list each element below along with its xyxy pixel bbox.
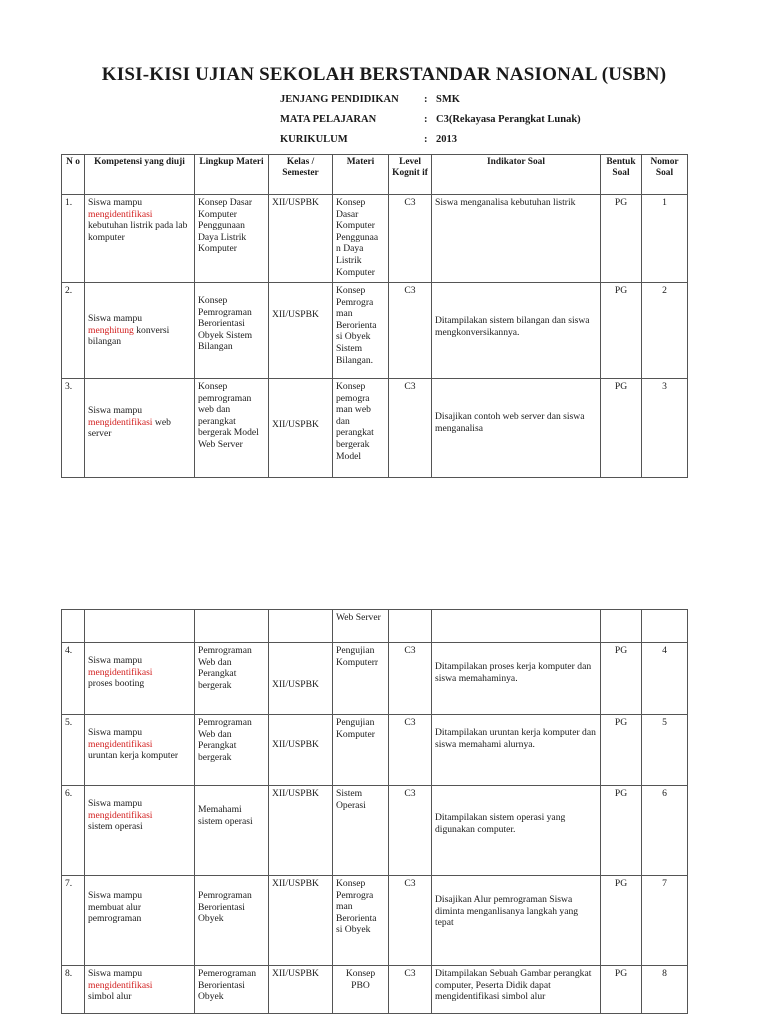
cell-no: 7. [62,876,85,966]
lingkup-text: Konsep Pemrograman Berorientasi Obyek Sistem Bilangan [198,295,253,353]
kompetensi-verb: mengidentifikasi [88,416,153,428]
cell-lingkup [195,283,269,379]
cell-level: C3 [389,876,432,966]
cell-kompetensi [85,966,195,1014]
indikator-text: Ditampilakan proses kerja komputer dan siswa memahaminya. [435,661,592,684]
cell-indikator [432,643,601,715]
cell-no: 1. [62,195,85,283]
cell-kompetensi [85,283,195,379]
cell-bentuk: PG [601,195,642,283]
cell-indikator [432,876,601,966]
cell-nomor: 7 [642,876,688,966]
cell-bentuk: PG [601,715,642,786]
cell-materi: Konsep PBO [333,966,389,1014]
cell-bentuk: PG [601,283,642,379]
table-row [62,643,688,715]
header-bentuk: Bentuk Soal [601,155,642,195]
meta-separator: : [424,134,428,145]
kompetensi-verb: mengidentifikasi [88,809,153,821]
cell-kompetensi [85,876,195,966]
kompetensi-verb: mengidentifikasi [88,738,153,750]
kelas-text: XII/USPBK [272,739,319,750]
kompetensi-verb: mengidentifikasi [88,979,153,991]
cell-level: C3 [389,715,432,786]
cell-materi: Sistem Operasi [333,786,389,876]
cell-indikator: Ditampilakan Sebuah Gambar perangkat computer, Peserta Didik dapat mengidentifikasi simbol alur [432,966,601,1014]
kompetensi-object: simbol alur [88,991,132,1003]
cell-kelas: XII/USPBK [269,876,333,966]
cell-lingkup [195,876,269,966]
cell-level: C3 [389,643,432,715]
cell-bentuk: PG [601,966,642,1014]
cell-indikator: Siswa menganalisa kebutuhan listrik [432,195,601,283]
cell-kompetensi [85,786,195,876]
cell-lingkup [195,610,269,643]
table-row [62,283,688,379]
cell-nomor: 2 [642,283,688,379]
meta-label: MATA PELAJARAN [280,114,377,125]
table-row [62,715,688,786]
cell-kelas: XII/USPBK [269,195,333,283]
cell-materi: Web Server [333,610,389,643]
cell-lingkup [195,786,269,876]
kompetensi-text: Siswa mampu [88,197,143,208]
kisi-kisi-table-part-1 [61,154,688,478]
cell-bentuk: PG [601,643,642,715]
cell-level: C3 [389,966,432,1014]
cell-kompetensi [85,643,195,715]
header-lingkup: Lingkup Materi [195,155,269,195]
cell-lingkup: Konsep Dasar Komputer Penggunaan Daya Listrik Komputer [195,195,269,283]
kompetensi-text: Siswa mampu [88,727,143,738]
cell-kelas [269,379,333,478]
table-row [62,966,688,1014]
cell-bentuk: PG [601,876,642,966]
document-title: KISI-KISI UJIAN SEKOLAH BERSTANDAR NASIONAL (USBN) [101,64,667,85]
meta-label: JENJANG PENDIDIKAN [280,94,399,105]
cell-nomor: 8 [642,966,688,1014]
meta-separator: : [424,94,428,105]
table-row [62,195,688,283]
cell-lingkup: Pemrograman Web dan Perangkat bergerak [195,715,269,786]
kompetensi-object: proses booting [88,678,145,690]
document-meta [280,94,581,154]
table-row [62,786,688,876]
cell-nomor [642,610,688,643]
cell-bentuk: PG [601,379,642,478]
cell-indikator [432,610,601,643]
cell-kelas [269,643,333,715]
cell-nomor: 6 [642,786,688,876]
cell-kompetensi [85,379,195,478]
cell-level: C3 [389,379,432,478]
cell-materi: Pengujian Komputerr [333,643,389,715]
cell-nomor: 5 [642,715,688,786]
cell-no: 3. [62,379,85,478]
cell-lingkup: Pemerograman Berorientasi Obyek [195,966,269,1014]
cell-kelas [269,610,333,643]
cell-level: C3 [389,283,432,379]
lingkup-text: Pemrograman Berorientasi Obyek [198,890,252,925]
kisi-kisi-table-part-2 [61,609,688,1014]
indikator-text: Ditampilakan sistem bilangan dan siswa mengkonversikannya. [435,315,590,338]
indikator-text: Ditampilakan sistem operasi yang digunakan computer. [435,812,566,835]
header-nomor: Nomor Soal [642,155,688,195]
kompetensi-object: web server [88,416,171,440]
cell-kompetensi [85,610,195,643]
cell-no: 6. [62,786,85,876]
meta-value: SMK [436,94,460,105]
meta-row-kurikulum [280,134,581,154]
header-no: N o [62,155,85,195]
cell-bentuk [601,610,642,643]
meta-label: KURIKULUM [280,134,348,145]
cell-no: 4. [62,643,85,715]
kelas-text: XII/USPBK [272,309,319,320]
kompetensi-object: kebutuhan listrik pada lab komputer [88,220,188,243]
table-row [62,876,688,966]
kelas-text: XII/USPBK [272,419,319,430]
cell-materi: Pengujian Komputer [333,715,389,786]
kompetensi-object: sistem operasi [88,821,143,833]
cell-indikator [432,379,601,478]
table-header-row [62,155,688,195]
cell-materi: Konsep pemogra man web dan perangkat bergerak Model [333,379,389,478]
cell-kelas [269,715,333,786]
header-indikator: Indikator Soal [432,155,601,195]
cell-lingkup: Konsep pemrograman web dan perangkat bergerak Model Web Server [195,379,269,478]
header-level: Level Kognit if [389,155,432,195]
cell-indikator [432,786,601,876]
cell-materi: Konsep Pemrogra man Berorienta si Obyek [333,876,389,966]
table-row [62,379,688,478]
cell-level: C3 [389,786,432,876]
cell-nomor: 4 [642,643,688,715]
kompetensi-text: Siswa mampu [88,313,143,324]
cell-indikator [432,715,601,786]
kompetensi-text: Siswa mampu membuat alur pemrograman [88,890,143,925]
kompetensi-text: Siswa mampu [88,405,143,416]
kompetensi-text: Siswa mampu [88,968,143,979]
meta-value: C3(Rekayasa Perangkat Lunak) [436,114,581,125]
meta-value: 2013 [436,134,457,145]
cell-indikator [432,283,601,379]
header-kompetensi: Kompetensi yang diuji [85,155,195,195]
cell-no: 2. [62,283,85,379]
kompetensi-verb: mengidentifikasi [88,666,153,678]
kelas-text: XII/USPBK [272,679,319,690]
indikator-text: Ditampilakan uruntan kerja komputer dan siswa memahami alurnya. [435,727,596,750]
cell-kelas [269,283,333,379]
cell-level: C3 [389,195,432,283]
cell-kompetensi [85,195,195,283]
kompetensi-verb: mengidentifikasi [88,208,153,220]
cell-materi: Konsep Pemrogra man Berorienta si Obyek Sistem Bilangan. [333,283,389,379]
kompetensi-object: uruntan kerja komputer [88,750,179,762]
table-row [62,610,688,643]
lingkup-text: Memahami sistem operasi [198,804,253,827]
meta-row-jenjang [280,94,581,114]
cell-kelas: XII/USPBK [269,966,333,1014]
meta-row-mapel [280,114,581,134]
cell-level [389,610,432,643]
header-materi: Materi [333,155,389,195]
indikator-text: Disajikan Alur pemrograman Siswa diminta menganlisanya langkah yang tepat [435,894,579,929]
cell-no [62,610,85,643]
indikator-text: Disajikan contoh web server dan siswa menganalisa [435,411,585,434]
cell-lingkup: Pemrograman Web dan Perangkat bergerak [195,643,269,715]
meta-separator: : [424,114,428,125]
cell-no: 5. [62,715,85,786]
cell-no: 8. [62,966,85,1014]
cell-materi: Konsep Dasar Komputer Penggunaa n Daya Listrik Komputer [333,195,389,283]
cell-kelas: XII/USPBK [269,786,333,876]
cell-nomor: 1 [642,195,688,283]
kompetensi-text: Siswa mampu [88,798,143,809]
kompetensi-text: Siswa mampu [88,655,143,666]
kompetensi-object: konversi bilangan [88,324,170,348]
header-kelas: Kelas / Semester [269,155,333,195]
cell-bentuk: PG [601,786,642,876]
cell-kompetensi [85,715,195,786]
kompetensi-verb: menghitung [88,324,134,336]
cell-nomor: 3 [642,379,688,478]
